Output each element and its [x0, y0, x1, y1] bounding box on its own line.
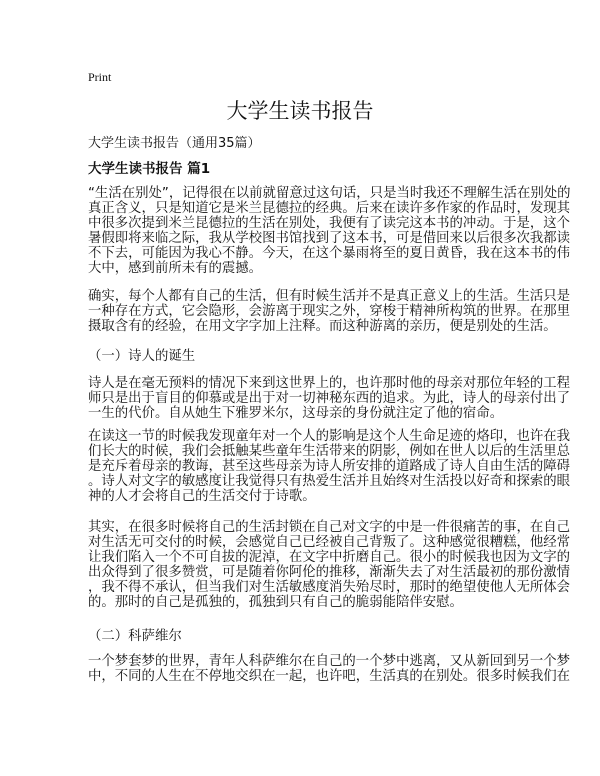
text-line: 其实，在很多时候将自己的生活封锁在自己对文字的中是一件很痛苦的事，在自己 [88, 520, 571, 535]
text-line: 确实，每个人都有自己的生活，但有时候生活并不是真正意义上的生活。生活只是 [88, 289, 571, 304]
text-line: 大中，感到前所未有的震撼。 [88, 261, 263, 276]
text-line: 不下去，可能因为我心不静。今天，在这个暴雨将至的夏日黄昏，我在这本书的伟 [88, 246, 571, 261]
text-line: 在读这一节的时候我发现童年对一个人的影响是这个人生命足迹的烙印，也许在我 [88, 429, 571, 444]
text-line: 暑假即将来临之际，我从学校图书馆找到了这本书，可是借回来以后很多次我都读 [88, 231, 571, 246]
text-line: 们长大的时候，我们会抵触某些童年生活带来的阴影，例如在世人以后的生活里总 [88, 444, 571, 459]
document-subtitle: 大学生读书报告（通用35篇） [88, 136, 261, 151]
paragraph-3 [88, 376, 571, 421]
text-line: 出众得到了很多赞赏，可是随着你阿伦的推移，渐渐失去了对生活最初的那份激情 [88, 565, 571, 580]
text-line: 摄取含有的经验，在用文字字加上注释。而这种游离的亲历，便是别处的生活。 [88, 319, 557, 334]
text-line: 一种存在方式，它会隐形，会游离于现实之外，穿梭于精神所构筑的世界。在那里 [88, 304, 571, 319]
text-line: 中，不同的人生在不停地交织在一起，也许吧，生活真的在别处。很多时候我们在 [88, 669, 571, 684]
text-line: 中很多次提到米兰昆德拉的生活在别处，我便有了读完这本书的冲动。于是，这个 [88, 216, 571, 231]
text-line: ，我不得不承认，但当我们对生活敏感度消失殆尽时，那时的绝望使他人无所体会 [88, 580, 571, 595]
text-line: 。诗人对文字的敏感度让我觉得只有热爱生活并且始终对生活投以好奇和探索的眼 [88, 474, 571, 489]
text-line: 师只是出于盲目的仰慕或是出于对一切神秘东西的追求。为此，诗人的母亲付出了 [88, 391, 571, 406]
paragraph-5 [88, 520, 571, 610]
text-line: 对生活无可交付的时候，会感觉自己已经被自己背叛了。这种感觉很糟糕，他经常 [88, 535, 571, 550]
text-line: 一个梦套梦的世界，青年人科萨维尔在自己的一个梦中逃离，又从新回到另一个梦 [88, 654, 571, 669]
paragraph-2 [88, 289, 571, 334]
text-line: “生活在别处”，记得很在以前就留意过这句话，只是当时我还不理解生活在别处的 [88, 186, 571, 201]
paragraph-1 [88, 186, 571, 276]
subsection-heading-2: （二）科萨维尔 [88, 629, 182, 644]
text-line: 诗人是在毫无预料的情况下来到这世界上的，也许那时他的母亲对那位年轻的工程 [88, 376, 571, 391]
section-heading: 大学生读书报告 篇1 [88, 161, 211, 177]
subsection-heading-1: （一）诗人的诞生 [88, 349, 196, 364]
text-line: 神的人才会将自己的生活交付于诗歌。 [88, 489, 316, 504]
text-line: 是充斥着母亲的教诲，甚至这些母亲为诗人所安排的道路成了诗人自由生活的障碍 [88, 459, 571, 474]
text-line: 一生的代价。自从她生下雅罗米尔，这母亲的身份就注定了他的宿命。 [88, 406, 504, 421]
text-line: 的。那时的自己是孤独的，孤独到只有自己的脆弱能陪伴安慰。 [88, 595, 463, 610]
print-link[interactable]: Print [88, 70, 112, 84]
text-line: 真正含义，只是知道它是米兰昆德拉的经典。后来在读许多作家的作品时，发现其 [88, 201, 571, 216]
text-line: 让我们陷入一个不可自拔的泥淖，在文字中折磨自己。很小的时候我也因为文字的 [88, 550, 571, 565]
page-title: 大学生读书报告 [226, 99, 374, 123]
paragraph-4 [88, 429, 571, 504]
paragraph-6 [88, 654, 571, 684]
